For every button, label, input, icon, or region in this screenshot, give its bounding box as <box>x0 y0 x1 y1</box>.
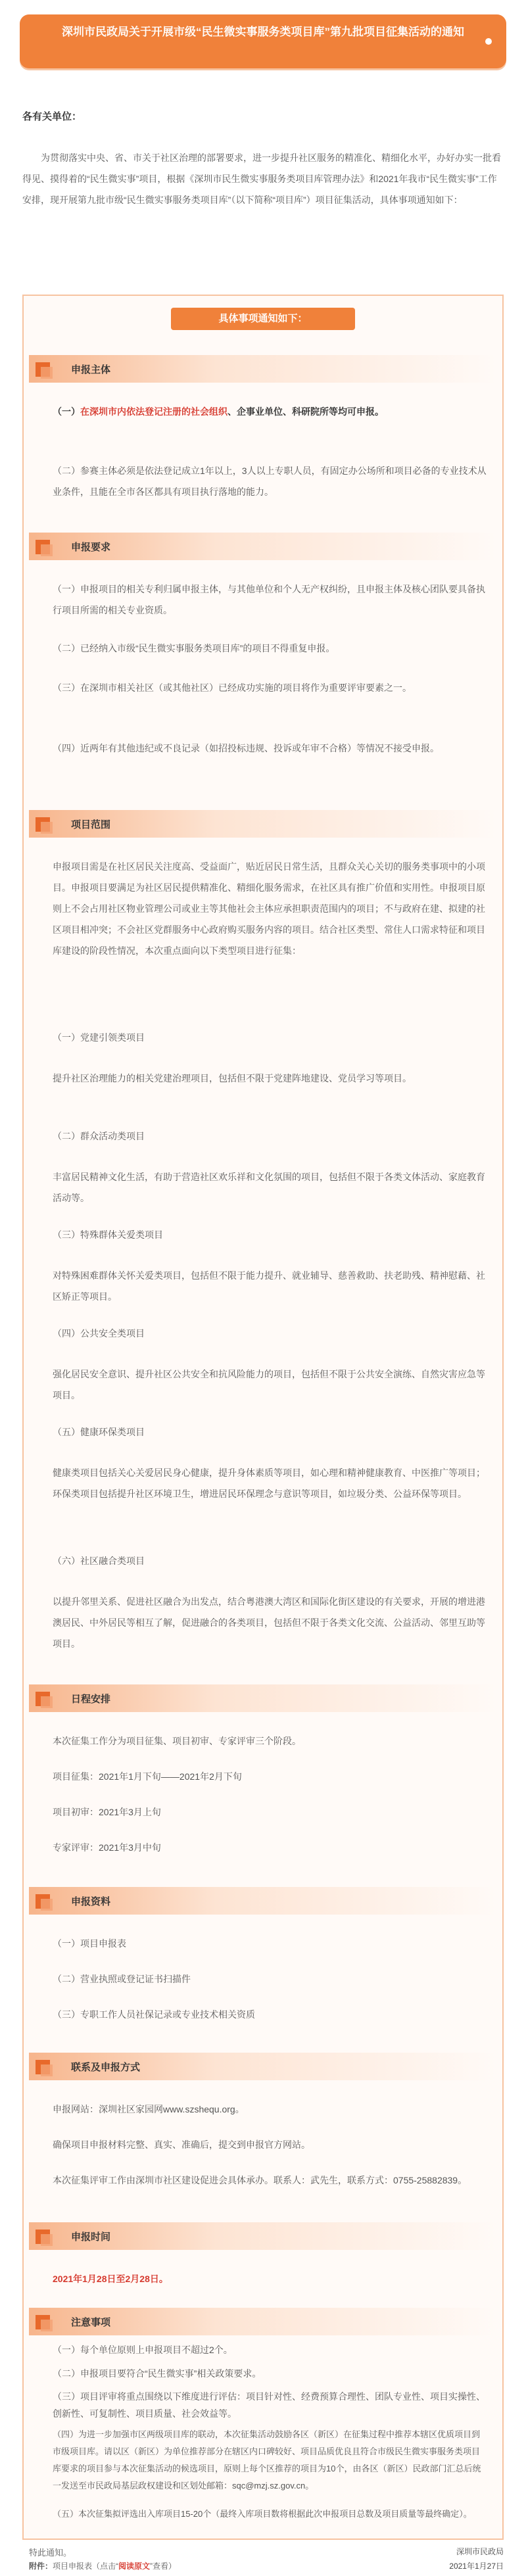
section-label: 申报资料 <box>71 1896 111 1907</box>
note-item-1: （一）每个单位原则上申报项目不超过2个。 <box>53 2345 233 2355</box>
attachment-line <box>29 2560 176 2571</box>
intro-paragraph: 为贯彻落实中央、省、市关于社区治理的部署要求，进一步提升社区服务的精准化、精细化水平，办好办实一批看得见、摸得着的“民生微实事”项目，根据《深圳市民生微实事服务类项目库管理办法》和2021年我市“民生微实事”工作安排，现开展第九批市级“民生微实事服务类项目库”（以下简称“项目库”）项目征集活动，具体事项通知如下： <box>22 153 501 205</box>
read-original-link[interactable]: 阅读原文 <box>118 2562 151 2571</box>
highlight-text: 在深圳市内依法登记注册的社会组织 <box>80 406 227 417</box>
scope-intro: 申报项目需是在社区居民关注度高、受益面广，贴近居民日常生活，且群众关心关切的服务类事项中的小项目。申报项目要满足为社区居民提供精准化、精细化服务需求，在社区具有推广价值和实用性。申报项目原则上不会占用社区物业管理公司或业主等其他社会主体应承担职责范围内的项目；不与政府在建、拟建的社区项目相冲突；不会社区党群服务中心政府购买服务内容的项目。结合社区类型、常住人口需求特征和项目库建设的阶段性情况，本次重点面向以下类型项目进行征集： <box>53 861 485 956</box>
material-item: （二）营业执照或登记证书扫描件 <box>53 1974 191 1984</box>
attachment-text: 项目申报表（点击“ <box>53 2562 119 2571</box>
section-header-time <box>29 2222 497 2250</box>
requirement-item-3: （三）在深圳市相关社区（或其他社区）已经成功实施的项目将作为重要评审要素之一。 <box>53 682 412 693</box>
section-label: 申报时间 <box>71 2231 111 2243</box>
schedule-item: 项目征集：2021年1月下旬——2021年2月下旬 <box>53 1771 242 1782</box>
section-header-scope <box>29 810 497 838</box>
section-header-contact <box>29 2053 497 2080</box>
signature: 深圳市民政局 <box>456 2547 504 2556</box>
box-title: 具体事项通知如下： <box>171 308 355 330</box>
material-item: （一）项目申报表 <box>53 1938 126 1949</box>
section-header-notes <box>29 2308 497 2335</box>
requirement-item-1: （一）申报项目的相关专利归属申报主体，与其他单位和个人无产权纠纷，且申报主体及核心团队要具备执行项目所需的相关专业资质。 <box>53 584 485 615</box>
requirement-item-2: （二）已经纳入市级“民生微实事服务类项目库”的项目不得重复申报。 <box>53 643 335 654</box>
scope-item-desc: 提升社区治理能力的相关党建治理项目，包括但不限于党建阵地建设、党员学习等项目。 <box>53 1073 412 1084</box>
scope-item-title: （五）健康环保类项目 <box>53 1427 145 1437</box>
square-icon <box>41 1696 53 1708</box>
square-icon <box>41 2064 53 2076</box>
item-rest: 、企事业单位、科研院所等均可申报。 <box>227 406 384 417</box>
contact-submit-note: 确保项目申报材料完整、真实、准确后，提交到申报官方网站。 <box>53 2139 310 2150</box>
scope-item-title: （三）特殊群体关爱类项目 <box>53 1229 163 1240</box>
greeting: 各有关单位： <box>22 111 82 122</box>
section-label: 联系及申报方式 <box>71 2062 141 2073</box>
note-item-4: （四）为进一步加强市区两级项目库的联动，本次征集活动鼓励各区（新区）在征集过程中推荐本辖区优质项目到市级项目库。请以区（新区）为单位推荐部分在辖区内口碑较好、项目品质优良且符合市级民生微实事服务类项目库要求的项目参与本次征集活动的候选项目，原则上每个区推荐的项目为10个，由各区（新区）民政部门汇总后统一发送至市民政局基层政权建设和区划处邮箱：sqc@mzj.sz.gov.cn。 <box>53 2429 481 2491</box>
scope-item-title: （一）党建引领类项目 <box>53 1032 145 1043</box>
banner-dot-icon <box>485 38 492 45</box>
square-icon <box>41 2234 53 2246</box>
square-icon <box>41 1899 53 1911</box>
contact-person: 本次征集评审工作由深圳市社区建设促进会具体承办。联系人：武先生，联系方式：0755-25882839。 <box>53 2175 467 2185</box>
section-header-schedule <box>29 1684 497 1712</box>
contact-website: 申报网站：深圳社区家园网www.szshequ.org。 <box>53 2104 245 2114</box>
attachment-label: 附件： <box>29 2562 53 2571</box>
scope-item-title: （六）社区融合类项目 <box>53 1556 145 1566</box>
date: 2021年1月27日 <box>449 2562 504 2571</box>
scope-item-title: （二）群众活动类项目 <box>53 1131 145 1141</box>
scope-item-desc: 以提升邻里关系、促进社区融合为出发点，结合粤港澳大湾区和国际化街区建设的有关要求，开展的增进港澳居民、中外居民等相互了解，促进融合的各类项目，包括但不限于各类文化交流、公益活动、邻里互助等项目。 <box>53 1596 485 1649</box>
section-header-requirements <box>29 533 497 560</box>
section-label: 申报主体 <box>71 364 111 375</box>
square-icon <box>41 367 53 379</box>
item-prefix: （一） <box>53 406 80 417</box>
section-label: 日程安排 <box>71 1694 111 1705</box>
title-banner <box>20 14 506 68</box>
closing-text: 特此通知。 <box>29 2548 72 2558</box>
scope-item-desc: 对特殊困难群体关怀关爱类项目，包括但不限于能力提升、就业辅导、慈善救助、扶老助残、精神慰藉、社区矫正等项目。 <box>53 1270 485 1302</box>
scope-item-desc: 健康类项目包括关心关爱居民身心健康，提升身体素质等项目，如心理和精神健康教育、中医推广等项目；环保类项目包括提升社区环境卫生，增进居民环保理念与意识等项目，如垃圾分类、公益环保等项目。 <box>53 1467 485 1499</box>
details-box <box>22 295 504 2540</box>
scope-item-title: （四）公共安全类项目 <box>53 1328 145 1339</box>
section-label: 项目范围 <box>71 819 111 830</box>
scope-item-desc: 强化居民安全意识、提升社区公共安全和抗风险能力的项目，包括但不限于公共安全演练、自然灾害应急等项目。 <box>53 1369 485 1400</box>
square-icon <box>41 2320 53 2331</box>
section-label: 注意事项 <box>71 2317 111 2328</box>
schedule-item: 专家评审：2021年3月中旬 <box>53 1842 161 1853</box>
note-item-5: （五）本次征集拟评选出入库项目15-20个（最终入库项目数将根据此次申报项目总数及项目质量等最终确定）。 <box>53 2509 472 2519</box>
material-item: （三）专职工作人员社保记录或专业技术相关资质 <box>53 2009 255 2020</box>
application-period: 2021年1月28日至2月28日。 <box>53 2274 168 2284</box>
square-icon <box>41 544 53 556</box>
requirement-item-4: （四）近两年有其他违纪或不良记录（如招投标违规、投诉或年审不合格）等情况不接受申报。 <box>53 743 439 753</box>
square-icon <box>41 822 53 834</box>
schedule-item: 项目初审：2021年3月上旬 <box>53 1807 161 1817</box>
schedule-intro: 本次征集工作分为项目征集、项目初审、专家评审三个阶段。 <box>53 1736 301 1746</box>
scope-item-desc: 丰富居民精神文化生活，有助于营造社区欢乐祥和文化氛围的项目，包括但不限于各类文体活动、家庭教育活动等。 <box>53 1172 485 1203</box>
note-item-2: （二）申报项目要符合“民生微实事”相关政策要求。 <box>53 2368 262 2379</box>
section-label: 申报要求 <box>71 542 111 553</box>
section-header-applicant <box>29 355 497 383</box>
section-header-materials <box>29 1887 497 1915</box>
applicant-item-2: （二）参赛主体必须是依法登记成立1年以上，3人以上专职人员，有固定办公场所和项目必备的专业技术从业条件，且能在全市各区都具有项目执行落地的能力。 <box>53 465 487 497</box>
applicant-item-1 <box>53 401 487 422</box>
attachment-tail: ”查看） <box>150 2562 177 2571</box>
note-item-3: （三）项目评审将重点围绕以下维度进行评估：项目针对性、经费预算合理性、团队专业性、项目实操性、创新性、可复制性、项目质量、社会效益等。 <box>53 2391 485 2419</box>
page-title: 深圳市民政局关于开展市级“民生微实事服务类项目库”第九批项目征集活动的通知 <box>62 26 464 38</box>
